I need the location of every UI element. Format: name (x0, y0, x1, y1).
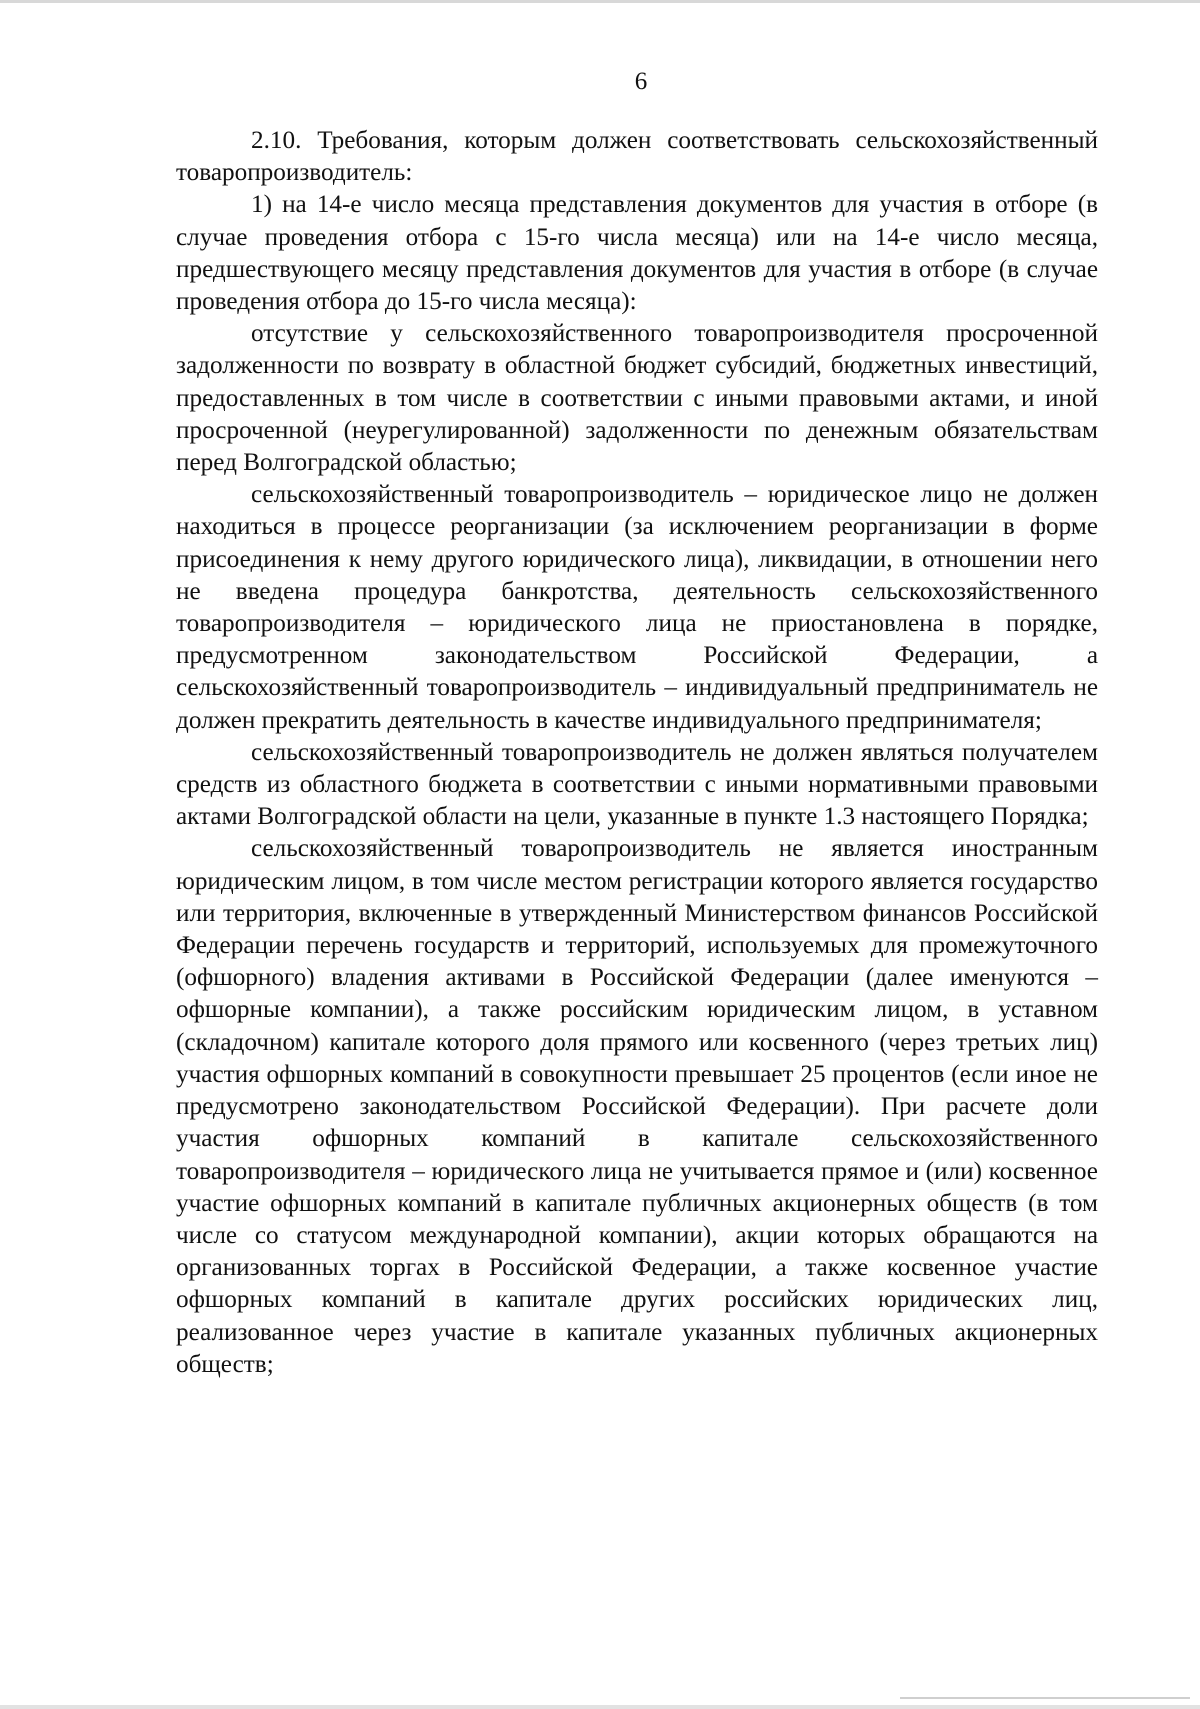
scan-edge-mark (900, 1697, 1190, 1699)
paragraph-not-budget-recipient: сельскохозяйственный товаропроизводитель не должен являться получателем средств из областного бюджета в соответствии с иными нормативными правовыми актами Волгоградской области на цели, указанные в пункте 1.3 настоящего Порядка; (176, 738, 1098, 831)
paragraph-no-overdue-debt: отсутствие у сельскохозяйственного товаропроизводителя просроченной задолженности по возврату в областной бюджет субсидий, бюджетных инвестиций, предоставленных в том числе в соответствии с иными правовыми актами, и иной просроченной (неурегулированной) задолженности по денежным обязательствам перед Волгоградской областью; (176, 320, 1098, 477)
scan-bottom-border (0, 1705, 1200, 1709)
paragraph-not-offshore: сельскохозяйственный товаропроизводитель не является иностранным юридическим лицом, в том числе местом регистрации которого является государство или территория, включенные в утвержденный Министерством финансов Российской Федерации перечень государств и территорий, используемых для промежуточного (офшорного) владения активами в Российской Федерации (далее именуются – офшорные компании), а также российским юридическим лицом, в уставном (складочном) капитале которого доля прямого или косвенного (через третьих лиц) участия офшорных компаний в совокупности превышает 25 процентов (если иное не предусмотрено законодательством Российской Федерации). При расчете доли участия офшорных компаний в капитале сельскохозяйственного товаропроизводителя – юридического лица не учитывается прямое и (или) косвенное участие офшорных компаний в капитале публичных акционерных обществ (в том числе со статусом международной компании), акции которых обращаются на организованных торгах в Российской Федерации, а также косвенное участие офшорных компаний в капитале других российских юридических лиц, реализованное через участие в капитале указанных публичных акционерных обществ; (176, 835, 1098, 1378)
paragraph-item-1: 1) на 14-е число месяца представления документов для участия в отборе (в случае проведения отбора с 15-го числа месяца) или на 14-е число месяца, предшествующего месяцу представления документов для участия в отборе (в случае проведения отбора до 15-го числа месяца): (176, 191, 1098, 316)
paragraph-no-reorganization: сельскохозяйственный товаропроизводитель – юридическое лицо не должен находиться в процессе реорганизации (за исключением реорганизации в форме присоединения к нему другого юридического лица), ликвидации, в отношении него не введена процедура банкротства, деятельность сельскохозяйственного товаропроизводителя – юридического лица не приостановлена в порядке, предусмотренном законодательством Российской Федерации, а сельскохозяйственный товаропроизводитель – индивидуальный предприниматель не должен прекратить деятельность в качестве индивидуального предпринимателя; (176, 481, 1098, 734)
paragraph-requirements-heading: 2.10. Требования, которым должен соответствовать сельскохозяйственный товаропроизводитель: (176, 127, 1098, 187)
scan-top-border (0, 0, 1200, 3)
page-number: 6 (634, 68, 648, 95)
document-body (176, 125, 1098, 1381)
